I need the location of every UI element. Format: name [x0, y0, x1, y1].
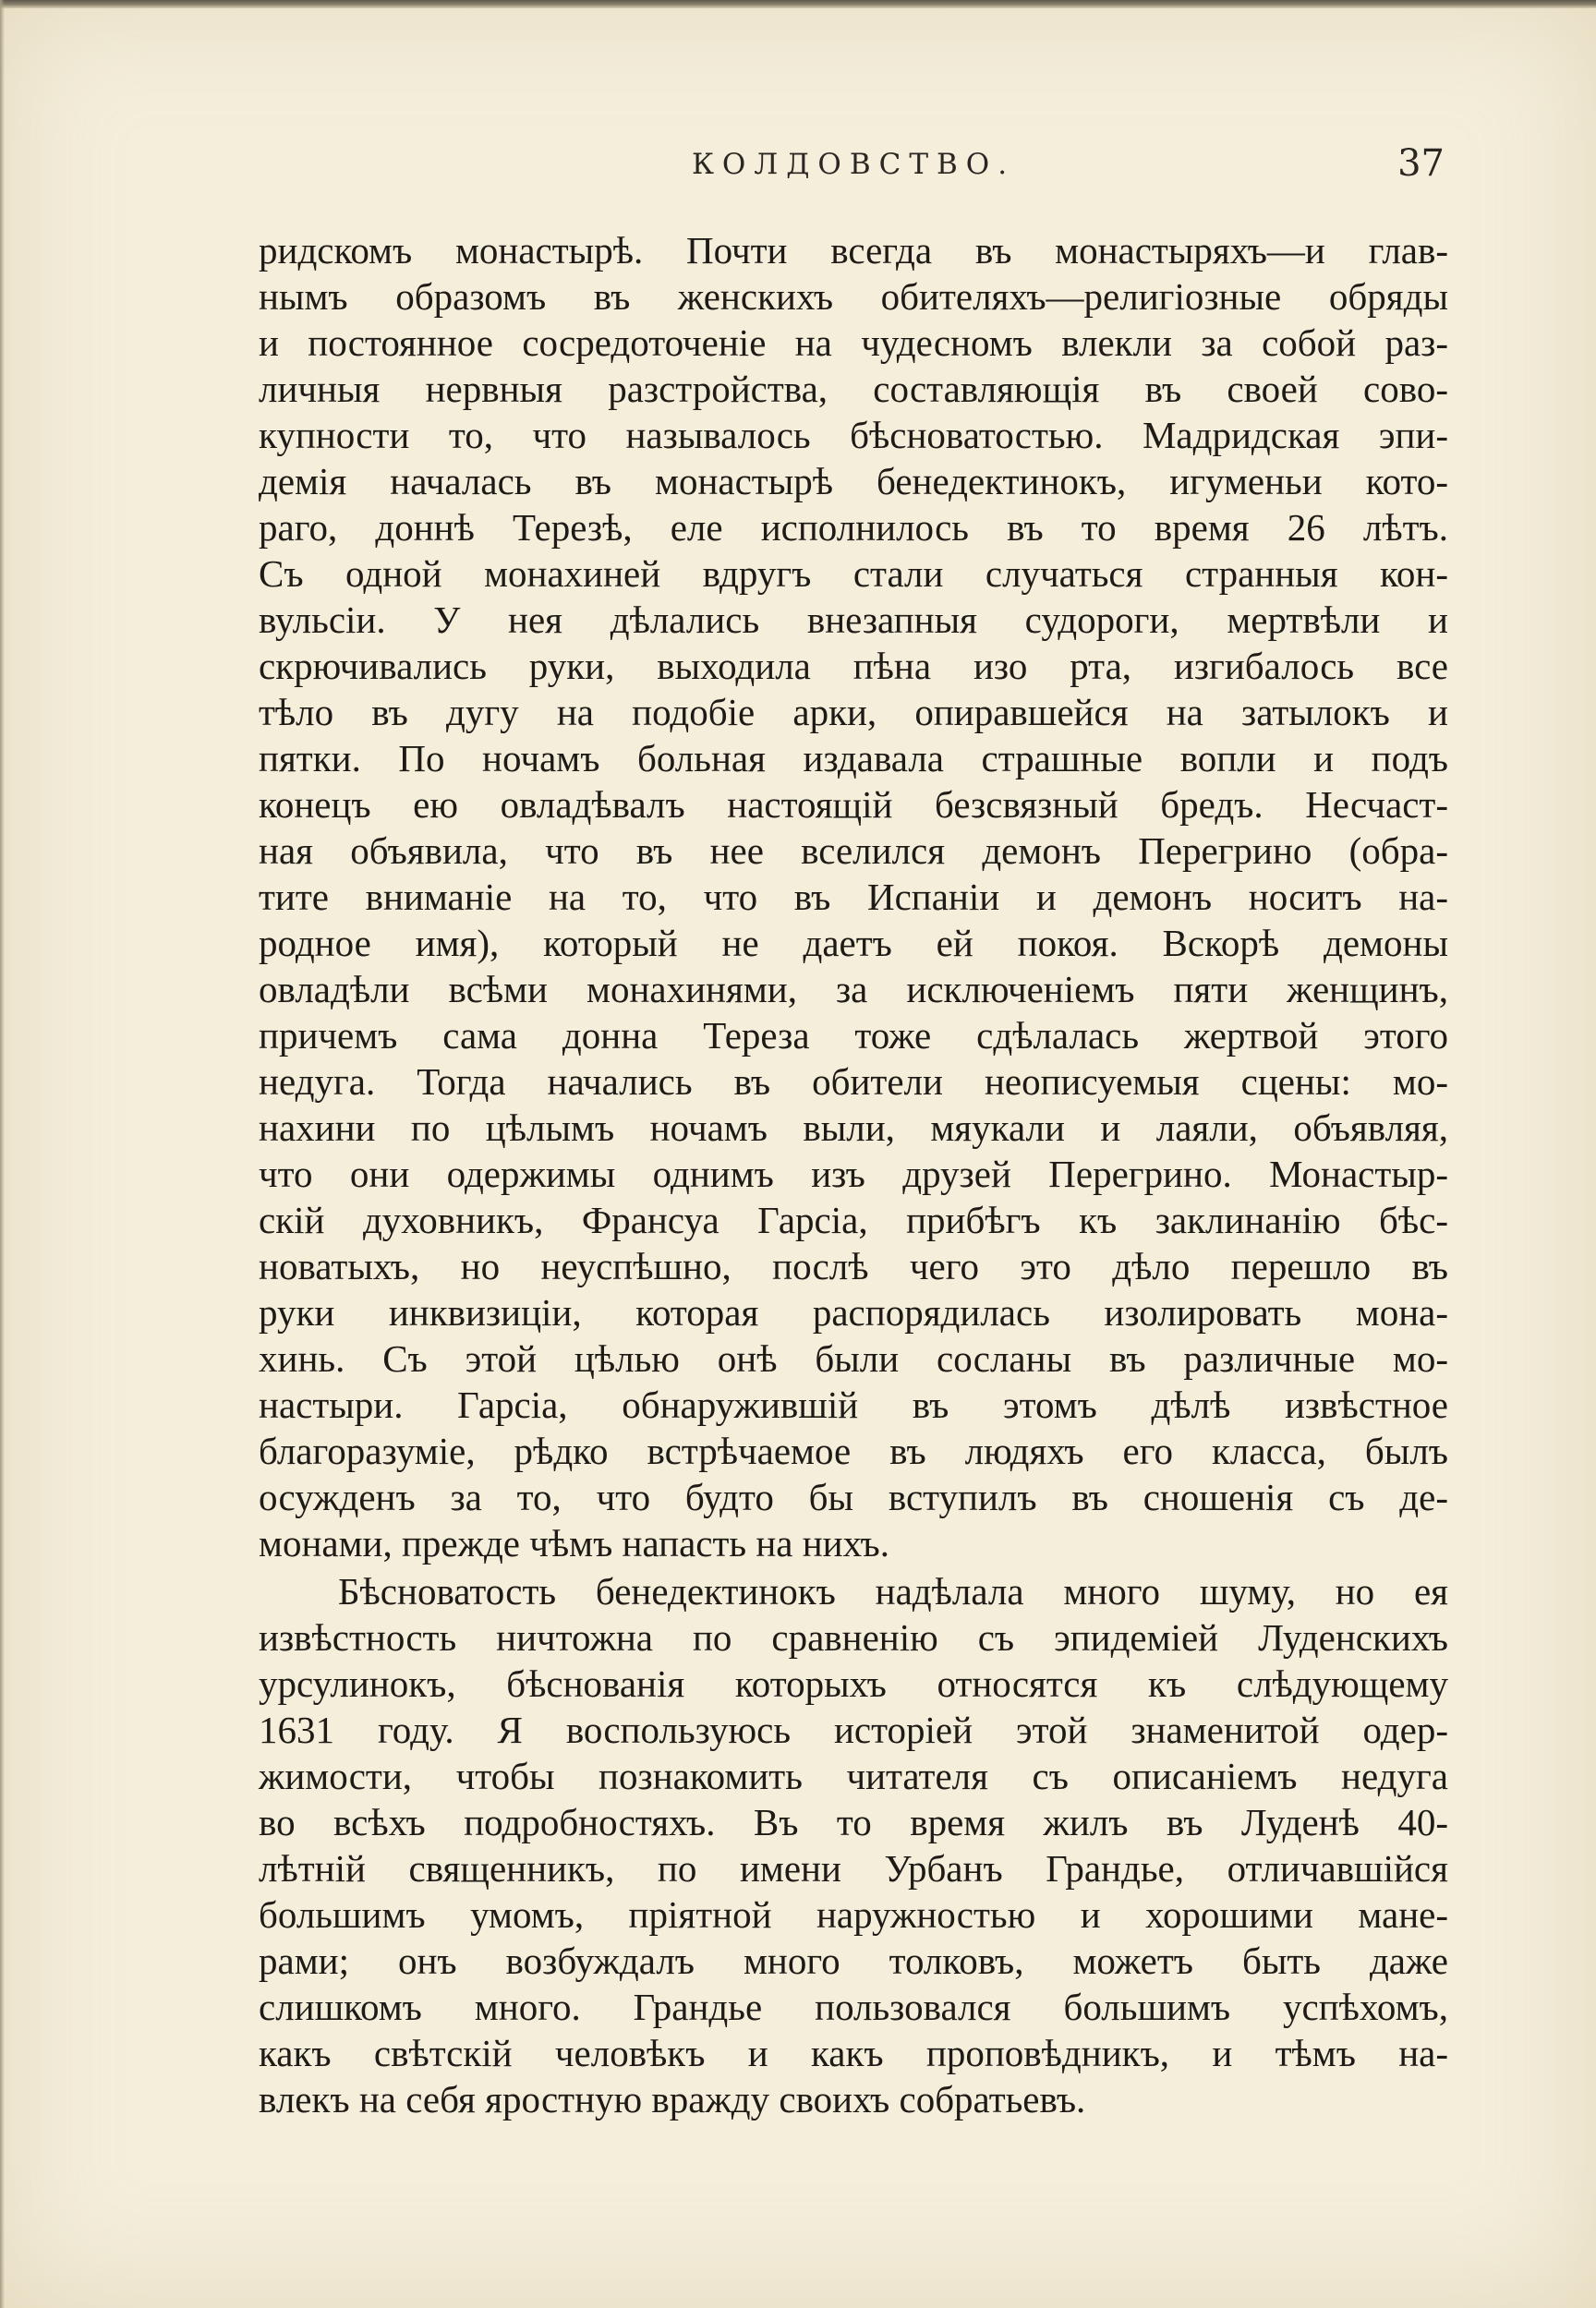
text-line: урсулинокъ, бѣснованiя которыхъ относятся къ слѣдующему — [259, 1662, 1448, 1705]
text-line: новатыхъ, но неуспѣшно, послѣ чего это дѣло перешло въ — [259, 1245, 1448, 1287]
text-line: Бѣсноватость бенедектинокъ надѣлала много шуму, но ея — [338, 1570, 1448, 1613]
running-header — [259, 142, 1448, 199]
text-line: жимости, чтобы познакомить читателя съ описанiемъ недуга — [259, 1755, 1448, 1797]
text-line: какъ свѣтскiй человѣкъ и какъ проповѣдникъ, и тѣмъ на- — [259, 2032, 1448, 2074]
page-top-edge — [0, 0, 1596, 8]
text-line: скрючивались руки, выходила пѣна изо рта, изгибалось все — [259, 645, 1448, 687]
text-line: и постоянное сосредоточенiе на чудесномъ влекли за собой раз- — [259, 321, 1448, 364]
text-line: тите вниманiе на то, что въ Испанiи и демонъ носитъ на- — [259, 876, 1448, 918]
text-line: большимъ умомъ, прiятной наружностью и хорошими мане- — [259, 1893, 1448, 1936]
text-line: причемъ сама донна Тереза тоже сдѣлалась жертвой этого — [259, 1014, 1448, 1057]
text-line: лѣтнiй священникъ, по имени Урбанъ Грандье, отличавшiйся — [259, 1847, 1448, 1890]
body-text — [259, 227, 1448, 2122]
text-line: ная объявила, что въ нее вселился демонъ Перегрино (обра- — [259, 829, 1448, 872]
text-line: влекъ на себя яростную вражду своихъ собратьевъ. — [259, 2078, 1086, 2121]
text-line: купности то, что называлось бѣсноватостью. Мадридская эпи- — [259, 414, 1448, 456]
text-line: осужденъ за то, что будто бы вступилъ въ сношенiя съ де- — [259, 1476, 1448, 1518]
page-left-edge — [0, 0, 5, 2308]
text-line: благоразумiе, рѣдко встрѣчаемое въ людяхъ его класса, былъ — [259, 1430, 1448, 1472]
text-line: Съ одной монахиней вдругъ стали случаться странныя кон- — [259, 552, 1448, 595]
text-line: раго, доннѣ Терезѣ, еле исполнилось въ то время 26 лѣтъ. — [259, 506, 1448, 549]
text-line: демiя началась въ монастырѣ бенедектинокъ, игуменьи кото- — [259, 460, 1448, 502]
text-line: пятки. По ночамъ больная издавала страшные вопли и подъ — [259, 737, 1448, 779]
text-line: родное имя), который не даетъ ей покоя. Вскорѣ демоны — [259, 922, 1448, 964]
text-line: 1631 году. Я воспользуюсь исторiей этой знаменитой одер- — [259, 1709, 1448, 1751]
text-line: скiй духовникъ, Франсуа Гарсiа, прибѣгъ къ заклинанiю бѣс- — [259, 1199, 1448, 1241]
text-line: руки инквизицiи, которая распорядилась изолировать мона- — [259, 1291, 1448, 1334]
text-line: недуга. Тогда начались въ обители неописуемыя сцены: мо- — [259, 1060, 1448, 1103]
text-line: вульсiи. У нея дѣлались внезапныя судороги, мертвѣли и — [259, 598, 1448, 641]
text-line: овладѣли всѣми монахинями, за исключенiемъ пяти женщинъ, — [259, 968, 1448, 1010]
text-line: хинь. Съ этой цѣлью онѣ были сосланы въ различные мо- — [259, 1337, 1448, 1380]
text-line: нахини по цѣлымъ ночамъ выли, мяукали и лаяли, объявляя, — [259, 1106, 1448, 1149]
text-line: тѣло въ дугу на подобiе арки, опиравшейся на затылокъ и — [259, 691, 1448, 733]
text-line: монами, прежде чѣмъ напасть на нихъ. — [259, 1522, 889, 1565]
text-line: настыри. Гарсiа, обнаружившiй въ этомъ дѣлѣ извѣстное — [259, 1384, 1448, 1426]
text-line: ридскомъ монастырѣ. Почти всегда въ монастыряхъ—и глав- — [259, 229, 1448, 272]
text-line: личныя нервныя разстройства, составляющiя въ своей сово- — [259, 368, 1448, 410]
text-line: нымъ образомъ въ женскихъ обителяхъ—религiозные обряды — [259, 275, 1448, 318]
text-line: рами; онъ возбуждалъ много толковъ, можетъ быть даже — [259, 1939, 1448, 1982]
page-number: 37 — [1397, 142, 1445, 185]
paragraph-2 — [259, 1568, 1448, 2122]
paragraph-1 — [259, 227, 1448, 1566]
text-line: извѣстность ничтожна по сравненiю съ эпидемiей Луденскихъ — [259, 1616, 1448, 1659]
text-line: слишкомъ много. Грандье пользовался большимъ успѣхомъ, — [259, 1986, 1448, 2028]
text-line: что они одержимы однимъ изъ друзей Перегрино. Монастыр- — [259, 1153, 1448, 1195]
text-line: конецъ ею овладѣвалъ настоящiй безсвязный бредъ. Несчаст- — [259, 783, 1448, 826]
text-line: во всѣхъ подробностяхъ. Въ то время жилъ въ Луденѣ 40- — [259, 1801, 1448, 1843]
running-title: КОЛДОВСТВО. — [691, 148, 1016, 181]
